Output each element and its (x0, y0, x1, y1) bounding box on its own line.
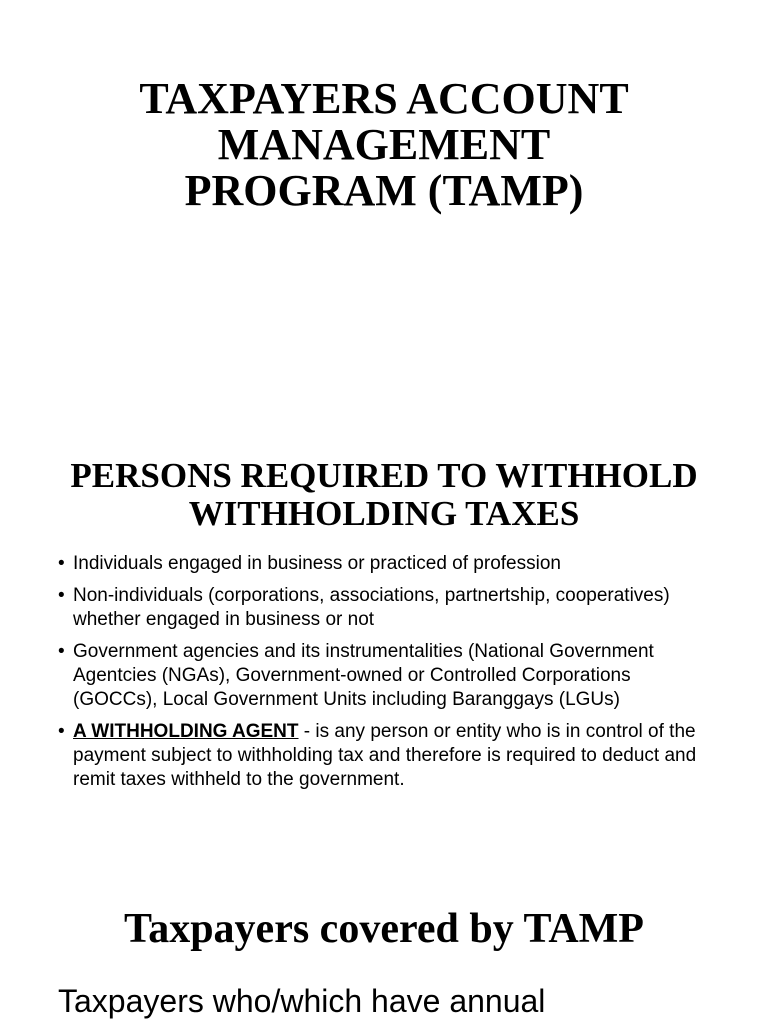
bullet-icon: • (58, 721, 65, 742)
slide-taxpayers-covered (0, 880, 768, 1024)
slide-withholding-persons (0, 440, 768, 820)
bullet-lead-term: A WITHHOLDING AGENT (73, 721, 299, 742)
bullet-item (58, 720, 718, 792)
bullet-text: Individuals engaged in business or practiced of profession (73, 553, 561, 574)
bullet-icon: • (58, 641, 65, 662)
title-line: PROGRAM (TAMP) (184, 166, 584, 215)
title-line: MANAGEMENT (217, 120, 551, 169)
slide-title: Taxpayers covered by TAMP (124, 906, 644, 952)
slide-body-text: Taxpayers who/which have annual (58, 983, 546, 1019)
bullet-list (58, 552, 718, 800)
bullet-item (58, 584, 718, 632)
bullet-text: Non-individuals (corporations, associations, partnertship, cooperatives) whether engaged in business or not (73, 585, 670, 630)
bullet-icon: • (58, 585, 65, 606)
title-line: PERSONS REQUIRED TO WITHHOLD (70, 456, 698, 495)
title-line: WITHHOLDING TAXES (188, 494, 580, 533)
bullet-text: - is any person or entity who is in control of the payment subject to withholding tax and therefore is required to deduct and remit taxes withheld to the government. (73, 721, 697, 790)
slide-title (0, 457, 768, 533)
bullet-item (58, 640, 718, 712)
bullet-icon: • (58, 553, 65, 574)
slide-tamp-title (0, 0, 768, 300)
title-line: TAXPAYERS ACCOUNT (139, 74, 629, 123)
slide-title (0, 76, 768, 214)
bullet-text: Government agencies and its instrumentalities (National Government Agentcies (NGAs), Government-owned or Controlled Corporations (GOCCs), Local Government Units including Baranggays (LGUs) (73, 641, 654, 710)
bullet-item (58, 552, 718, 576)
